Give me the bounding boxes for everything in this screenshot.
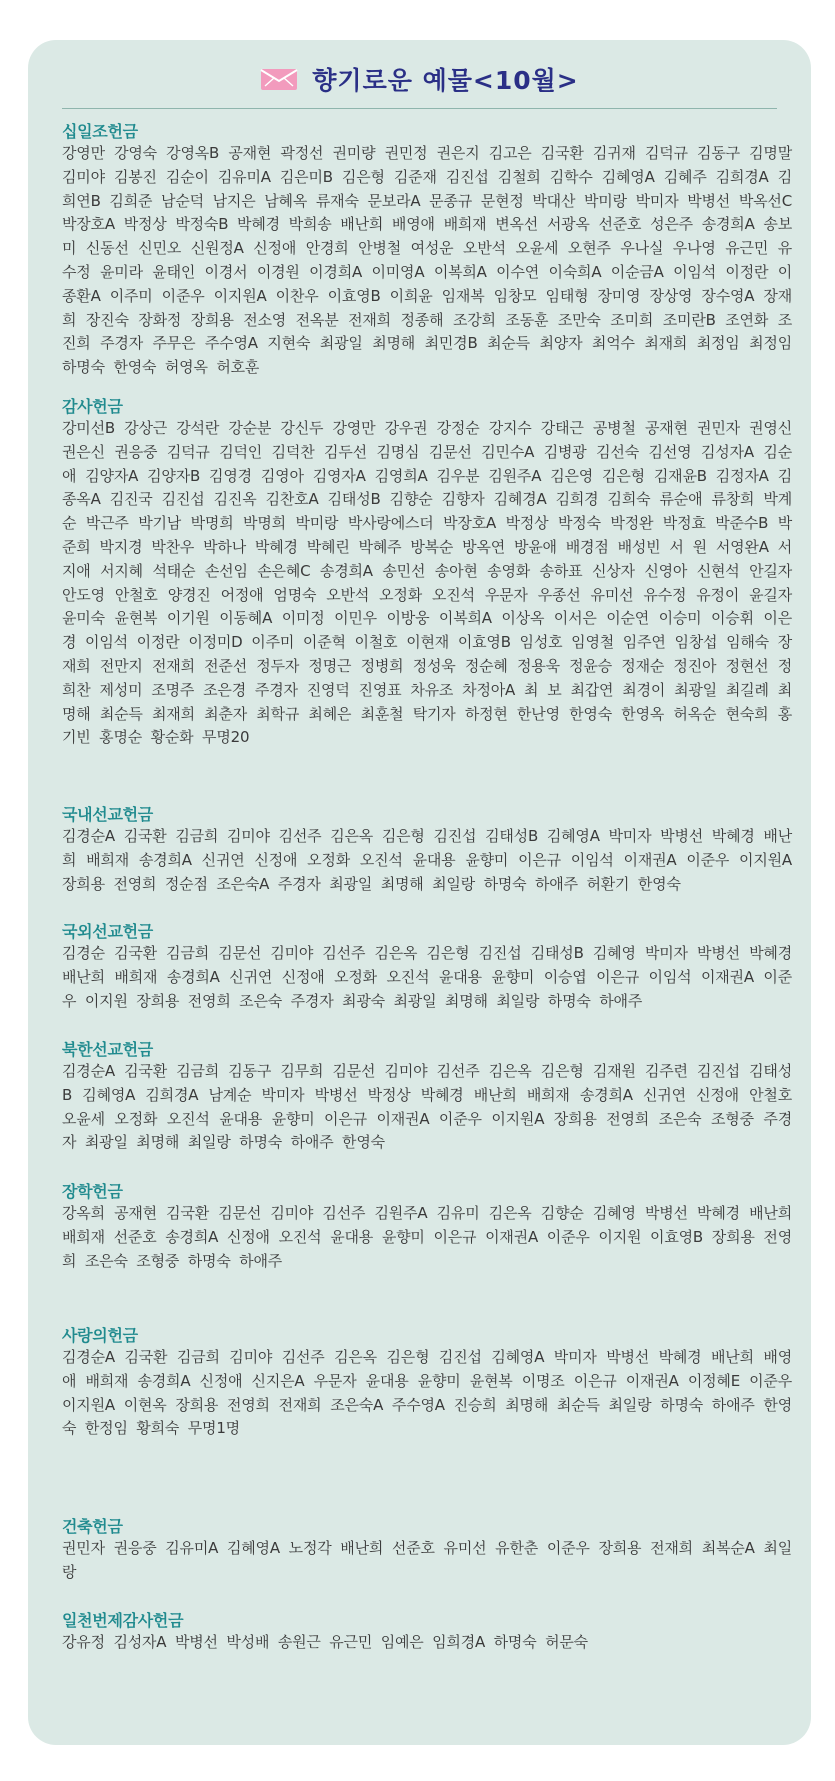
section-north-korea-mission: [62, 1040, 792, 1155]
section-title: 감사헌금: [62, 397, 123, 416]
donor-names: 김경순 김국환 김금희 김문선 김미야 김선주 김은옥 김은형 김진섭 김태성B 김혜영 박미자 박병선 박혜경 배난희 배희재 송경희A 신귀연 신정애 오정화 오진석 윤대용 윤향미 이승엽 이은규 이임석 이재권A 이준우 이지원 장희용 전영희 조은숙 주경자 최광숙 최광일 최명해 최일랑 하명숙 하애주: [62, 944, 792, 1010]
section-title: 북한선교헌금: [62, 1040, 153, 1059]
donor-names: 강영만 강영숙 강영옥B 공재현 곽정선 권미량 권민정 권은지 김고은 김국환 김귀재 김덕규 김동구 김명말 김미야 김봉진 김순이 김유미A 김은미B 김은형 김준재 김진섭 김철희 김학수 김혜영A 김혜주 김희경A 김희연B 김희준 남순덕 남지은 남혜옥 류재숙 문보라A 문종규 문현정 박대산 박미랑 박미자 박병선 박옥선C 박장호A 박정상 박정숙B 박혜경 박희송 배난희 배영애 배희재 변옥선 서광옥 선준호 성은주 송경희A 송보미 신동선 신민오 신원정A 신정애 안경희 안병철 여성운 오반석 오윤세 오현주 우나실 우나영 유근민 유수정 윤미라 윤태인 이경서 이경원 이경희A 이미영A 이복희A 이수연 이숙희A 이순금A 이임석 이정란 이종환A 이주미 이준우 이지원A 이찬우 이효영B 이희윤 임재복 임창모 임태형 장미영 장상영 장수영A 장재희 장진숙 장화정 장희용 전소영 전옥분 전재희 정종해 조강희 조동훈 조만숙 조미희 조미란B 조연화 조진희 주경자 주무은 주수영A 지현숙 최광일 최명해 최민경B 최순득 최양자 최억수 최재희 최정임 최정임 하명숙 한영숙 허영옥 허호훈: [62, 144, 792, 377]
section-thanksgiving: [62, 397, 792, 750]
donor-names: 김경순A 김국환 김금희 김미야 김선주 김은옥 김은형 김진섭 김태성B 김혜영A 박미자 박병선 박혜경 배난희 배희재 송경희A 신귀연 신정애 오정화 오진석 윤대용 윤향미 이은규 이임석 이재권A 이준우 이지원A 장희용 전영희 정순점 조은숙A 주경자 최광일 최명해 최일랑 하명숙 하애주 허환기 한영숙: [62, 827, 792, 893]
offering-card: [28, 40, 811, 1745]
section-title: 십일조헌금: [62, 122, 138, 141]
donor-names: 김경순A 김국환 김금희 김미야 김선주 김은옥 김은형 김진섭 김혜영A 박미자 박병선 박혜경 배난희 배영애 배희재 송경희A 신정애 신지은A 우문자 윤대용 윤향미 윤현복 이명조 이은규 이재권A 이정혜E 이준우 이지원A 이현옥 장희용 전영희 전재희 조은숙A 주수영A 진승희 최명해 최순득 최일랑 하명숙 하애주 한영숙 한정임 황희숙 무명1명: [62, 1348, 792, 1438]
donor-names: 강미선B 강상근 강석란 강순분 강신두 강영만 강우권 강정순 강지수 강태근 공병철 공재현 권민자 권영신 권은신 권응중 김덕규 김덕인 김덕찬 김두선 김명심 김문선 김민수A 김병광 김선숙 김선영 김성자A 김순애 김양자A 김양자B 김영경 김영아 김영자A 김영희A 김우분 김원주A 김은영 김은형 김재윤B 김정자A 김종옥A 김진국 김진섭 김진옥 김찬호A 김태성B 김향순 김향자 김혜경A 김희경 김희숙 류순애 류창희 박계순 박근주 박기남 박명희 박명희 박미랑 박사랑에스더 박장호A 박정상 박정숙 박정완 박정효 박준수B 박준희 박지경 박찬우 박하나 박혜경 박혜린 박혜주 방복순 방옥연 방윤애 배경점 배성빈 서 원 서영완A 서지애 서지혜 석태순 손선임 손은혜C 송경희A 송민선 송아현 송영화 송하표 신상자 신영아 신현석 안길자 안도영 안철호 양경진 어정애 엄명숙 오반석 오정화 오진석 우문자 우종선 유미선 유수정 유정이 윤길자 윤미숙 윤현복 이기원 이동혜A 이미정 이민우 이방웅 이복희A 이상옥 이서은 이순연 이승미 이승휘 이은경 이임석 이정란 이정미D 이주미 이준혁 이철호 이현재 이효영B 임성호 임영철 임주연 임창섭 임해숙 장재희 전만지 전재희 전준선 정두자 정명근 정병희 정성욱 정순혜 정용욱 정윤승 정재순 정진아 정현선 정희찬 제성미 조명주 조은경 주경자 진영덕 진영표 차유조 차정아A 최 보 최갑연 최경이 최광일 최길례 최명해 최순득 최재희 최춘자 최학규 최혜은 최훈철 탁기자 하정현 한난영 한영숙 한영옥 허옥순 현숙희 홍기빈 홍명순 황순화 무명20: [62, 419, 792, 747]
section-building: [62, 1517, 792, 1585]
section-title: 장학헌금: [62, 1182, 123, 1201]
section-title: 국외선교헌금: [62, 922, 153, 941]
section-title: 건축헌금: [62, 1517, 123, 1536]
page-title: 향기로운 예물<10월>: [312, 66, 579, 95]
title-row: [28, 58, 811, 100]
section-love-offering: [62, 1326, 792, 1441]
section-title: 일천번제감사헌금: [62, 1611, 184, 1630]
section-domestic-mission: [62, 805, 792, 896]
section-thousand-offering: [62, 1611, 792, 1655]
section-overseas-mission: [62, 922, 792, 1013]
donor-names: 강옥희 공재현 김국환 김문선 김미야 김선주 김원주A 김유미 김은옥 김향순 김혜영 박병선 박혜경 배난희 배희재 선준호 송경희A 신정애 오진석 윤대용 윤향미 이은규 이재권A 이준우 이지원 이효영B 장희용 전영희 조은숙 조형중 하명숙 하애주: [62, 1204, 792, 1270]
section-scholarship: [62, 1182, 792, 1273]
donor-names: 권민자 권응중 김유미A 김혜영A 노정각 배난희 선준호 유미선 유한춘 이준우 장희용 전재희 최복순A 최일랑: [62, 1539, 792, 1581]
envelope-icon: [260, 66, 298, 92]
title-divider: [62, 108, 777, 109]
section-tithe: [62, 122, 792, 380]
section-title: 국내선교헌금: [62, 805, 153, 824]
donor-names: 김경순A 김국환 김금희 김동구 김무희 김문선 김미야 김선주 김은옥 김은형 김재원 김주련 김진섭 김태성B 김혜영A 김희경A 남계순 박미자 박병선 박정상 박혜경 배난희 배희재 송경희A 신귀연 신정애 안철호 오윤세 오정화 오진석 윤대용 윤향미 이은규 이재권A 이준우 이지원A 장희용 전영희 조은숙 조형중 주경자 최광일 최명해 최일랑 하명숙 하애주 한영숙: [62, 1062, 792, 1152]
section-title: 사랑의헌금: [62, 1326, 138, 1345]
donor-names: 강유정 김성자A 박병선 박성배 송원근 유근민 임예은 임희경A 하명숙 허문숙: [62, 1633, 588, 1651]
